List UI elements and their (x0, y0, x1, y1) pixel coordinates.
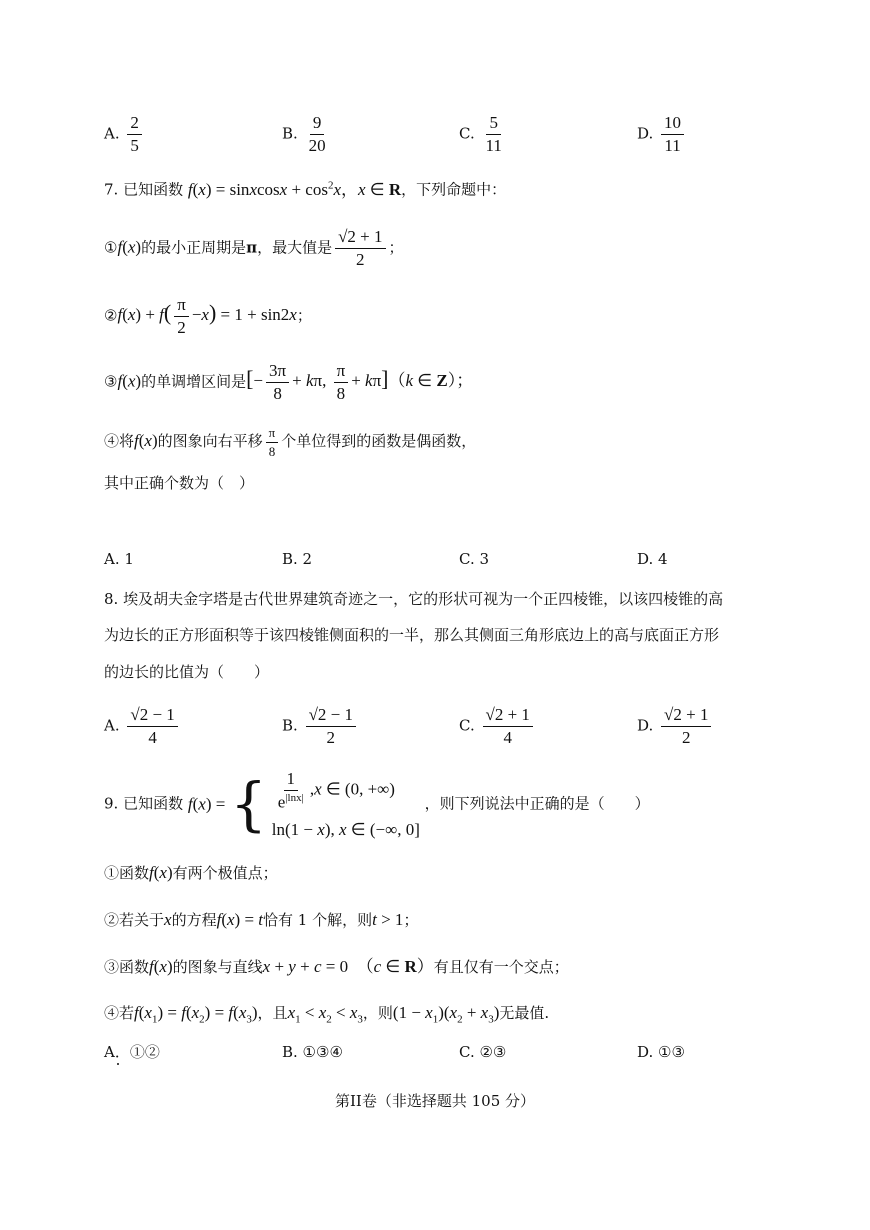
fraction: $\frac{9}{20}$ (308, 113, 326, 155)
fraction: $\frac{2}{5}$ (127, 114, 142, 155)
q9-option-d[interactable]: D. ①③ (637, 1043, 685, 1061)
piecewise-brace: { (230, 770, 268, 839)
fraction: $\frac{3\pi}{8}$ (266, 362, 289, 403)
fraction: $\frac{10}{11}$ (661, 114, 684, 155)
fraction: $\frac{\pi}{2}$ (174, 296, 189, 337)
q7-item-4: ④将f(x)的图象向右平移 $\frac{\pi}{8}$ 个单位得到的函数是偶函数， (104, 425, 477, 459)
fraction: $\frac{√2 - 1}{2}$ (306, 706, 356, 747)
q9-item-3: ③函数f(x)的图象与直线x + y + c = 0 （c ∈ R）有且仅有一个交点； (104, 957, 569, 976)
q7-stem: 7. 已知函数 f(x) = sinxcosx + $\cos^2x$，x ∈ R，下列命题中： (104, 179, 507, 199)
q8-stem-line-3: 的边长的比值为（ ） (104, 663, 270, 681)
fraction: $\frac{√2 + 1}{4}$ (483, 706, 533, 747)
fraction: $\frac{√2 + 1}{2}$ (335, 228, 385, 269)
fraction: $\frac{√2 - 1}{4}$ (127, 706, 177, 747)
q9-option-b[interactable]: B. ①③④ (282, 1043, 343, 1061)
q9-item-4: ④若$f(x_1) = f(x_2) = f(x_3)$，且$x_1 < x_2 < x_3$，则$(1 - x_1)(x_2 + x_3)$无最值. (104, 1003, 550, 1026)
q7-option-d[interactable]: D. 4 (637, 550, 668, 568)
fraction: $\frac{\pi}{8}$ (266, 426, 279, 458)
q7-item-2: ②f(x) + f( $\frac{\pi}{2}$ −x) = 1 + sin2x； (104, 295, 312, 337)
fraction: $\frac{√2 + 1}{2}$ (661, 706, 711, 747)
q7-item-1: ①f(x)的最小正周期是π，最大值是 $\frac{√2 + 1}{2}$ ； (104, 227, 404, 269)
q9-item-1: ①函数f(x)有两个极值点； (104, 863, 278, 882)
q8-option-d[interactable]: D. $\frac{√2 + 1}{2}$ (637, 706, 714, 747)
piecewise-cases: $\frac{1}{e^{|lnx|}}$ ,x ∈ (0, +∞) ln(1 − x), x ∈ (−∞, 0] (271, 769, 420, 840)
q9-stem: 9. 已知函数 f(x) = { $\frac{1}{e^{|lnx|}}$ ,x ∈ (0, +∞) ln(1 − x), x ∈ (−∞, 0] ，则下列说法中正确的是（ ） (104, 769, 650, 840)
section-heading: 第II卷（非选择题共 105 分） (334, 1092, 536, 1110)
q8-stem-line-2: 为边长的正方形面积等于该四棱锥侧面积的一半，那么其侧面三角形底边上的高与底面正方形 (104, 626, 720, 644)
q8-stem-line-1: 8. 埃及胡夫金字塔是古代世界建筑奇迹之一，它的形状可视为一个正四棱锥，以该四棱锥的高 (104, 590, 724, 608)
fraction: $\frac{5}{11}$ (485, 113, 502, 155)
stray-dot (117, 1063, 119, 1065)
q7-option-a[interactable]: A. 1 (104, 550, 134, 568)
fraction: $\frac{1}{e^{|lnx|}}$ (277, 769, 304, 812)
q6-option-d[interactable]: D. $\frac{10}{11}$ (637, 114, 687, 155)
q8-option-b[interactable]: B. $\frac{√2 - 1}{2}$ (282, 706, 359, 747)
q9-item-2: ②若关于x的方程f(x) = t恰有 1 个解，则t > 1； (104, 910, 419, 929)
q7-option-c[interactable]: C. 3 (459, 550, 490, 568)
q6-option-b[interactable]: B. $\frac{9}{20}$ (282, 114, 332, 155)
q6-option-a[interactable]: A. $\frac{2}{5}$ (104, 114, 145, 155)
q7-option-b[interactable]: B. 2 (282, 550, 313, 568)
q7-closing: 其中正确个数为（ ） (104, 474, 255, 492)
q8-option-c[interactable]: C. $\frac{√2 + 1}{4}$ (459, 706, 536, 747)
q9-option-c[interactable]: C. ②③ (459, 1043, 507, 1061)
q8-option-a[interactable]: A. $\frac{√2 - 1}{4}$ (104, 706, 181, 747)
q7-item-3: ③f(x)的单调增区间是[− $\frac{3\pi}{8}$ + kπ, $\frac{\pi}{8}$ + kπ]（k ∈ Z）； (104, 361, 474, 403)
q9-option-a[interactable]: A．①② (104, 1043, 160, 1061)
fraction: $\frac{\pi}{8}$ (334, 362, 349, 403)
q6-option-c[interactable]: C. $\frac{5}{11}$ (459, 114, 508, 155)
